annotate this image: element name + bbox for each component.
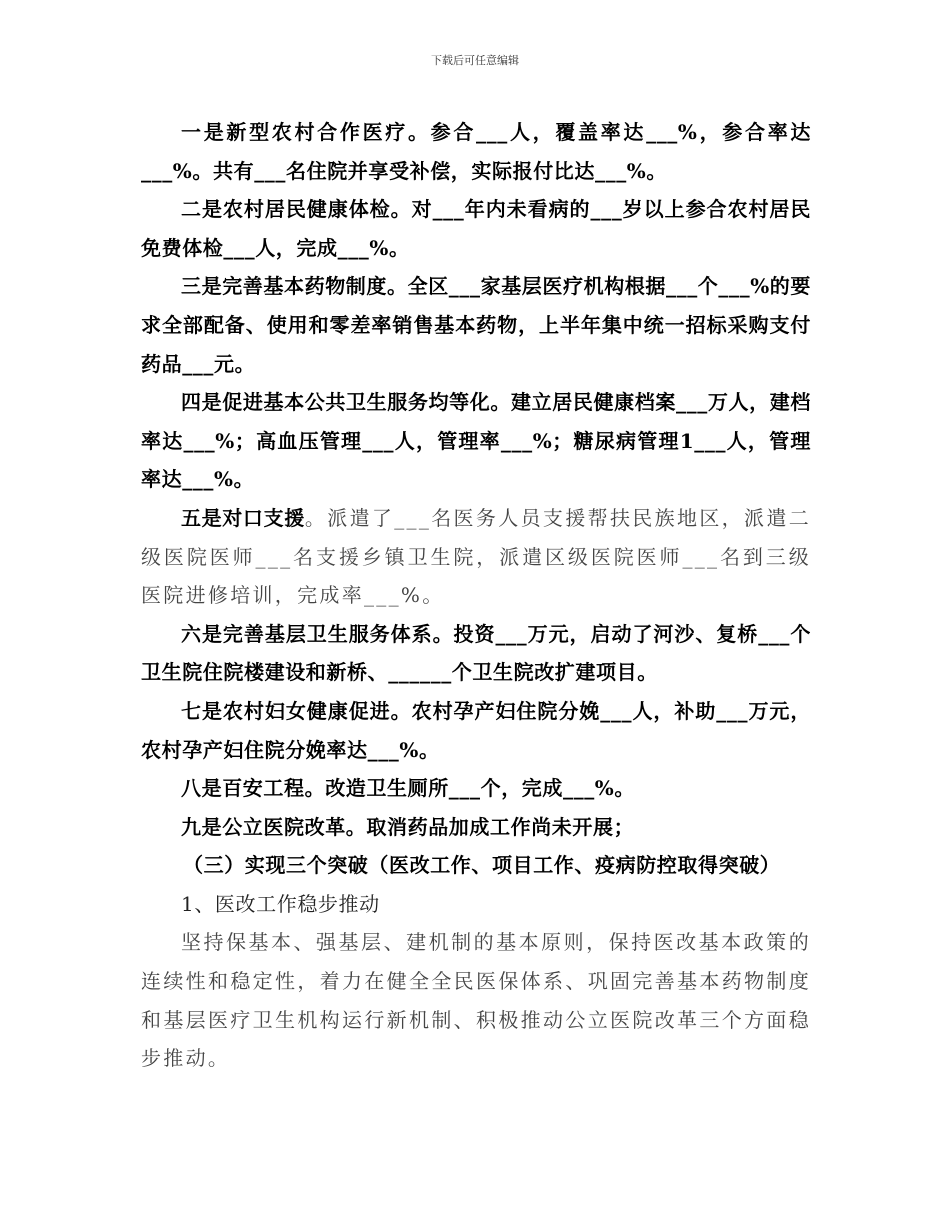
paragraph-item-1: 一是新型农村合作医疗。参合___人，覆盖率达___%，参合率达___%。共有___名住院并享受补偿，实际报付比达___%。 [141,120,811,183]
document-body [141,113,811,1078]
subsection-paragraph: 坚持保基本、强基层、建机制的基本原则，保持医改基本政策的连续性和稳定性，着力在健全全民医保体系、巩固完善基本药物制度和基层医疗卫生机构运行新机制、积极推动公立医院改革三个方面稳步推动。 [141,930,811,1071]
section-heading: （三）实现三个突破（医改工作、项目工作、疫病防控取得突破） [183,853,781,878]
paragraph-item-5-rest: 。派遣了___名医务人员支援帮扶民族地区，派遣二级医院医师___名支援乡镇卫生院，派遣区级医院医师___名到三级医院进修培训，完成率___%。 [141,505,811,608]
paragraph-item-8: 八是百安工程。改造卫生厕所___个，完成___%。 [181,776,636,801]
paragraph-item-5-lead: 五是对口支援 [181,505,305,530]
paragraph-item-5 [141,499,811,615]
subsection-title: 1、医改工作稳步推动 [181,891,380,916]
paragraph-item-3: 三是完善基本药物制度。全区___家基层医疗机构根据___个___%的要求全部配备、使用和零差率销售基本药物，上半年集中统一招标采购支付药品___元。 [141,274,812,376]
page-header: 下载后可任意编辑 [431,54,519,67]
paragraph-item-9: 九是公立医院改革。取消药品加成工作尚未开展； [181,814,635,839]
paragraph-item-7: 七是农村妇女健康促进。农村孕产妇住院分娩___人，补助___万元，农村孕产妇住院分娩率达___%。 [141,698,811,762]
paragraph-item-2: 二是农村居民健康体检。对___年内未看病的___岁以上参合农村居民免费体检___人，完成___%。 [141,197,811,260]
paragraph-item-4: 四是促进基本公共卫生服务均等化。建立居民健康档案___万人，建档率达___%；高血压管理___人，管理率___%；糖尿病管理1___人，管理率达___%。 [141,390,811,492]
paragraph-item-6: 六是完善基层卫生服务体系。投资___万元，启动了河沙、复桥___个卫生院住院楼建设和新桥、______个卫生院改扩建项目。 [141,621,811,685]
